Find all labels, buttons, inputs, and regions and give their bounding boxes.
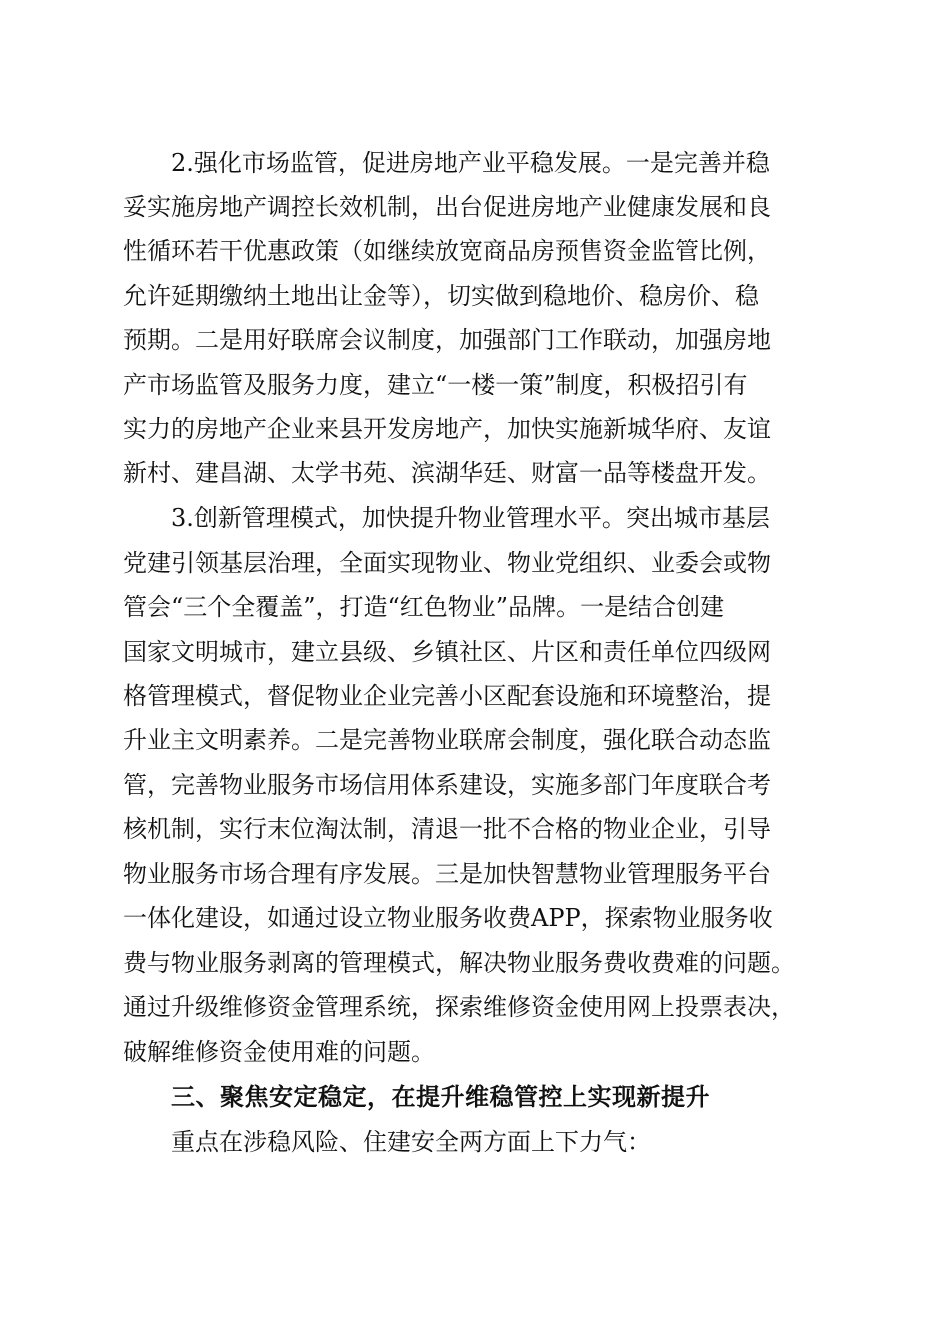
line-text: 升业主文明素养。二是完善物业联席会制度，强化联合动态监 — [123, 726, 771, 754]
line-text: 2.强化市场监管，促进房地产业平稳发展。一是完善并稳 — [171, 149, 770, 177]
line-text: 妥实施房地产调控长效机制，出台促进房地产业健康发展和良 — [123, 193, 771, 221]
line-text: 管会“三个全覆盖”，打造“红色物业”品牌。一是结合创建 — [123, 593, 725, 621]
line-text: 通过升级维修资金管理系统，探索维修资金使用网上投票表决， — [123, 993, 795, 1021]
text-line — [0, 229, 950, 273]
text-line — [0, 941, 950, 985]
line-text: 费与物业服务剥离的管理模式，解决物业服务费收费难的问题。 — [123, 949, 795, 977]
line-text: 国家文明城市，建立县级、乡镇社区、片区和责任单位四级网 — [123, 638, 771, 666]
line-text: 党建引领基层治理，全面实现物业、物业党组织、业委会或物 — [123, 549, 771, 577]
text-line — [0, 763, 950, 807]
line-text: 产市场监管及服务力度，建立“一楼一策”制度，积极招引有 — [123, 371, 748, 399]
line-text: 一体化建设，如通过设立物业服务收费APP，探索物业服务收 — [123, 904, 773, 932]
text-line — [0, 141, 950, 185]
text-line — [0, 674, 950, 718]
text-line — [0, 1030, 950, 1074]
text-line — [0, 807, 950, 851]
text-line — [0, 363, 950, 407]
text-line — [0, 541, 950, 585]
line-text: 允许延期缴纳土地出让金等），切实做到稳地价、稳房价、稳 — [123, 282, 759, 310]
section-intro — [0, 1120, 950, 1164]
text-line — [0, 274, 950, 318]
line-text: 3.创新管理模式，加快提升物业管理水平。突出城市基层 — [171, 504, 770, 532]
section-heading-text: 三、聚焦安定稳定，在提升维稳管控上实现新提升 — [171, 1083, 710, 1111]
section-heading — [0, 1075, 950, 1119]
line-text: 性循环若干优惠政策（如继续放宽商品房预售资金监管比例， — [123, 237, 771, 265]
text-line — [0, 985, 950, 1029]
line-text: 物业服务市场合理有序发展。三是加快智慧物业管理服务平台 — [123, 860, 771, 888]
text-line — [0, 318, 950, 362]
line-text: 新村、建昌湖、太学书苑、滨湖华廷、财富一品等楼盘开发。 — [123, 459, 771, 487]
line-text: 格管理模式，督促物业企业完善小区配套设施和环境整治，提 — [123, 682, 771, 710]
text-line — [0, 852, 950, 896]
text-line — [0, 896, 950, 940]
text-line — [0, 407, 950, 451]
section-intro-text: 重点在涉稳风险、住建安全两方面上下力气： — [171, 1128, 651, 1156]
text-line — [0, 451, 950, 495]
line-text: 预期。二是用好联席会议制度，加强部门工作联动，加强房地 — [123, 326, 771, 354]
line-text: 实力的房地产企业来县开发房地产，加快实施新城华府、友谊 — [123, 415, 771, 443]
text-line — [0, 630, 950, 674]
line-text: 破解维修资金使用难的问题。 — [123, 1038, 435, 1066]
line-text: 核机制，实行末位淘汰制，清退一批不合格的物业企业，引导 — [123, 815, 771, 843]
text-line — [0, 585, 950, 629]
text-line — [0, 718, 950, 762]
text-line — [0, 496, 950, 540]
line-text: 管，完善物业服务市场信用体系建设，实施多部门年度联合考 — [123, 771, 771, 799]
text-line — [0, 185, 950, 229]
